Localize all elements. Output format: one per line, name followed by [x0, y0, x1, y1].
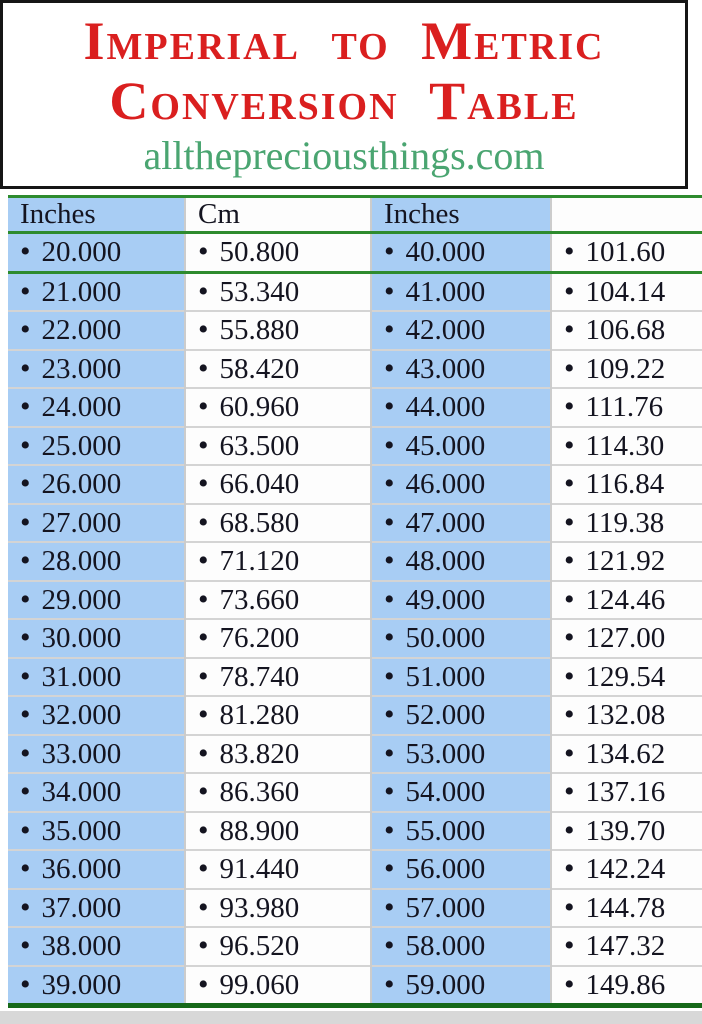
bullet-icon: •	[198, 428, 209, 462]
cell-value: 35.000	[41, 814, 122, 847]
cell-value: 142.24	[585, 853, 666, 886]
inches-left-cell	[8, 696, 185, 735]
cm-left-cell	[185, 427, 371, 466]
bullet-icon: •	[564, 313, 575, 347]
inches-right-cell	[371, 889, 551, 928]
cm-right-cell	[551, 889, 702, 928]
bullet-icon: •	[564, 698, 575, 732]
bullet-icon: •	[20, 467, 31, 501]
bullet-icon: •	[564, 929, 575, 963]
col-header-cm-right	[551, 197, 702, 233]
bullet-icon: •	[384, 274, 395, 308]
cm-right-cell	[551, 658, 702, 697]
inches-right-cell	[371, 272, 551, 311]
bullet-icon: •	[564, 775, 575, 809]
bullet-icon: •	[198, 505, 209, 539]
cm-right-cell	[551, 465, 702, 504]
cm-left-cell	[185, 581, 371, 620]
cell-value: 127.00	[585, 622, 666, 655]
page-title-line-1: Imperial to Metric	[83, 11, 605, 71]
table-header	[8, 197, 702, 233]
inches-right-cell	[371, 542, 551, 581]
table-row	[8, 812, 702, 851]
cell-value: 36.000	[41, 853, 122, 886]
conversion-table-body	[8, 233, 702, 1006]
table-row	[8, 927, 702, 966]
cell-value: 45.000	[405, 429, 486, 462]
bottom-strip	[0, 1011, 702, 1024]
inches-right-cell	[371, 812, 551, 851]
cm-left-cell	[185, 465, 371, 504]
bullet-icon: •	[384, 505, 395, 539]
title-box	[0, 0, 688, 189]
bullet-icon: •	[198, 813, 209, 847]
cm-left-cell	[185, 504, 371, 543]
col-header-cm-left: Cm	[185, 197, 371, 233]
inches-left-cell	[8, 735, 185, 774]
cell-value: 24.000	[41, 391, 122, 424]
cell-value: 27.000	[41, 506, 122, 539]
bullet-icon: •	[384, 775, 395, 809]
cell-value: 40.000	[405, 236, 486, 269]
cell-value: 53.000	[405, 737, 486, 770]
cell-value: 134.62	[585, 737, 666, 770]
bullet-icon: •	[384, 390, 395, 424]
cell-value: 147.32	[585, 930, 666, 963]
inches-left-cell	[8, 388, 185, 427]
table-row	[8, 388, 702, 427]
inches-right-cell	[371, 233, 551, 273]
bullet-icon: •	[198, 313, 209, 347]
cm-right-cell	[551, 233, 702, 273]
cell-value: 60.960	[219, 391, 300, 424]
bullet-icon: •	[564, 967, 575, 1001]
cm-right-cell	[551, 272, 702, 311]
table-row	[8, 504, 702, 543]
inches-left-cell	[8, 658, 185, 697]
table-header-row	[8, 197, 702, 233]
inches-left-cell	[8, 812, 185, 851]
cm-right-cell	[551, 696, 702, 735]
cell-value: 39.000	[41, 968, 122, 1001]
inches-left-cell	[8, 850, 185, 889]
cm-left-cell	[185, 889, 371, 928]
cell-value: 59.000	[405, 968, 486, 1001]
bullet-icon: •	[564, 428, 575, 462]
cell-value: 86.360	[219, 776, 300, 809]
cm-left-cell	[185, 735, 371, 774]
cell-value: 71.120	[219, 545, 300, 578]
cell-value: 51.000	[405, 660, 486, 693]
table-row	[8, 735, 702, 774]
cell-value: 68.580	[219, 506, 300, 539]
bullet-icon: •	[198, 659, 209, 693]
cm-left-cell	[185, 619, 371, 658]
cell-value: 99.060	[219, 968, 300, 1001]
cell-value: 32.000	[41, 699, 122, 732]
cell-value: 119.38	[585, 506, 665, 539]
bullet-icon: •	[198, 274, 209, 308]
inches-right-cell	[371, 927, 551, 966]
inches-left-cell	[8, 581, 185, 620]
bullet-icon: •	[564, 505, 575, 539]
cell-value: 101.60	[585, 236, 666, 269]
cell-value: 50.800	[219, 236, 300, 269]
inches-right-cell	[371, 581, 551, 620]
cell-value: 96.520	[219, 930, 300, 963]
bullet-icon: •	[384, 698, 395, 732]
cell-value: 48.000	[405, 545, 486, 578]
cell-value: 56.000	[405, 853, 486, 886]
bullet-icon: •	[20, 698, 31, 732]
cell-value: 76.200	[219, 622, 300, 655]
inches-right-cell	[371, 427, 551, 466]
cell-value: 47.000	[405, 506, 486, 539]
bullet-icon: •	[20, 544, 31, 578]
table-row	[8, 619, 702, 658]
cell-value: 91.440	[219, 853, 300, 886]
bullet-icon: •	[20, 659, 31, 693]
bullet-icon: •	[384, 736, 395, 770]
cell-value: 34.000	[41, 776, 122, 809]
bullet-icon: •	[20, 852, 31, 886]
cell-value: 149.86	[585, 968, 666, 1001]
bullet-icon: •	[384, 313, 395, 347]
cell-value: 26.000	[41, 468, 122, 501]
cm-left-cell	[185, 696, 371, 735]
bullet-icon: •	[198, 852, 209, 886]
inches-left-cell	[8, 619, 185, 658]
cell-value: 111.76	[585, 391, 664, 424]
bullet-icon: •	[198, 235, 209, 269]
cell-value: 129.54	[585, 660, 666, 693]
bullet-icon: •	[20, 390, 31, 424]
bullet-icon: •	[198, 967, 209, 1001]
inches-left-cell	[8, 966, 185, 1006]
inches-right-cell	[371, 350, 551, 389]
bullet-icon: •	[20, 313, 31, 347]
conversion-table	[8, 195, 702, 1008]
bullet-icon: •	[564, 813, 575, 847]
bullet-icon: •	[564, 621, 575, 655]
cell-value: 63.500	[219, 429, 300, 462]
cell-value: 73.660	[219, 583, 300, 616]
bullet-icon: •	[384, 967, 395, 1001]
inches-right-cell	[371, 773, 551, 812]
cell-value: 23.000	[41, 352, 122, 385]
bullet-icon: •	[564, 467, 575, 501]
cm-right-cell	[551, 850, 702, 889]
cm-right-cell	[551, 427, 702, 466]
bullet-icon: •	[198, 582, 209, 616]
cell-value: 41.000	[405, 275, 486, 308]
cell-value: 106.68	[585, 314, 666, 347]
inches-right-cell	[371, 696, 551, 735]
cell-value: 21.000	[41, 275, 122, 308]
bullet-icon: •	[198, 390, 209, 424]
bullet-icon: •	[20, 582, 31, 616]
cell-value: 31.000	[41, 660, 122, 693]
cell-value: 28.000	[41, 545, 122, 578]
cm-right-cell	[551, 388, 702, 427]
inches-right-cell	[371, 465, 551, 504]
inches-right-cell	[371, 735, 551, 774]
bullet-icon: •	[564, 852, 575, 886]
table-row	[8, 658, 702, 697]
bullet-icon: •	[20, 235, 31, 269]
bullet-icon: •	[564, 890, 575, 924]
cm-right-cell	[551, 504, 702, 543]
inches-right-cell	[371, 388, 551, 427]
cm-right-cell	[551, 542, 702, 581]
cell-value: 104.14	[585, 275, 666, 308]
col-header-inches-right: Inches	[371, 197, 551, 233]
cm-left-cell	[185, 850, 371, 889]
inches-left-cell	[8, 350, 185, 389]
cm-left-cell	[185, 311, 371, 350]
cm-left-cell	[185, 658, 371, 697]
table-row	[8, 696, 702, 735]
bullet-icon: •	[384, 659, 395, 693]
cell-value: 58.000	[405, 930, 486, 963]
bullet-icon: •	[198, 621, 209, 655]
table-row	[8, 233, 702, 273]
inches-left-cell	[8, 311, 185, 350]
bullet-icon: •	[198, 467, 209, 501]
cm-left-cell	[185, 966, 371, 1006]
bullet-icon: •	[20, 929, 31, 963]
bullet-icon: •	[198, 698, 209, 732]
bullet-icon: •	[384, 929, 395, 963]
cell-value: 83.820	[219, 737, 300, 770]
cell-value: 114.30	[585, 429, 665, 462]
cell-value: 29.000	[41, 583, 122, 616]
inches-right-cell	[371, 966, 551, 1006]
cell-value: 57.000	[405, 891, 486, 924]
cell-value: 55.000	[405, 814, 486, 847]
cm-right-cell	[551, 773, 702, 812]
cell-value: 124.46	[585, 583, 666, 616]
website-url: allthepreciousthings.com	[143, 133, 545, 178]
cell-value: 81.280	[219, 699, 300, 732]
cell-value: 30.000	[41, 622, 122, 655]
bullet-icon: •	[198, 775, 209, 809]
cell-value: 121.92	[585, 545, 666, 578]
bullet-icon: •	[20, 505, 31, 539]
cm-right-cell	[551, 966, 702, 1006]
table-row	[8, 350, 702, 389]
cell-value: 132.08	[585, 699, 666, 732]
bullet-icon: •	[564, 274, 575, 308]
cell-value: 22.000	[41, 314, 122, 347]
table-row	[8, 311, 702, 350]
cell-value: 49.000	[405, 583, 486, 616]
bullet-icon: •	[384, 428, 395, 462]
table-row	[8, 581, 702, 620]
cm-right-cell	[551, 927, 702, 966]
bullet-icon: •	[198, 351, 209, 385]
bullet-icon: •	[384, 890, 395, 924]
cell-value: 54.000	[405, 776, 486, 809]
cell-value: 52.000	[405, 699, 486, 732]
cell-value: 42.000	[405, 314, 486, 347]
cell-value: 66.040	[219, 468, 300, 501]
bullet-icon: •	[20, 428, 31, 462]
bullet-icon: •	[20, 621, 31, 655]
bullet-icon: •	[20, 274, 31, 308]
bullet-icon: •	[20, 967, 31, 1001]
cell-value: 33.000	[41, 737, 122, 770]
cell-value: 53.340	[219, 275, 300, 308]
cm-left-cell	[185, 927, 371, 966]
inches-left-cell	[8, 889, 185, 928]
cell-value: 137.16	[585, 776, 666, 809]
cell-value: 78.740	[219, 660, 300, 693]
bullet-icon: •	[198, 929, 209, 963]
bullet-icon: •	[564, 736, 575, 770]
bullet-icon: •	[564, 390, 575, 424]
cell-value: 58.420	[219, 352, 300, 385]
cm-left-cell	[185, 812, 371, 851]
cm-right-cell	[551, 735, 702, 774]
inches-left-cell	[8, 542, 185, 581]
inches-left-cell	[8, 233, 185, 273]
cell-value: 38.000	[41, 930, 122, 963]
bullet-icon: •	[384, 544, 395, 578]
bullet-icon: •	[564, 582, 575, 616]
table-row	[8, 465, 702, 504]
bullet-icon: •	[384, 852, 395, 886]
inches-left-cell	[8, 427, 185, 466]
page-title-line-2: Conversion Table	[109, 71, 579, 131]
table-row	[8, 427, 702, 466]
inches-left-cell	[8, 504, 185, 543]
cell-value: 116.84	[585, 468, 665, 501]
cm-left-cell	[185, 272, 371, 311]
bullet-icon: •	[198, 890, 209, 924]
table-row	[8, 773, 702, 812]
inches-right-cell	[371, 311, 551, 350]
inches-left-cell	[8, 773, 185, 812]
table-row	[8, 850, 702, 889]
bullet-icon: •	[564, 351, 575, 385]
inches-right-cell	[371, 619, 551, 658]
bullet-icon: •	[20, 775, 31, 809]
bullet-icon: •	[20, 890, 31, 924]
table-row	[8, 542, 702, 581]
cm-right-cell	[551, 812, 702, 851]
bullet-icon: •	[198, 736, 209, 770]
bullet-icon: •	[564, 659, 575, 693]
inches-left-cell	[8, 927, 185, 966]
bullet-icon: •	[384, 813, 395, 847]
table-row	[8, 889, 702, 928]
cell-value: 139.70	[585, 814, 666, 847]
cm-left-cell	[185, 542, 371, 581]
table-row	[8, 966, 702, 1006]
cm-left-cell	[185, 388, 371, 427]
cell-value: 20.000	[41, 236, 122, 269]
bullet-icon: •	[20, 813, 31, 847]
bullet-icon: •	[20, 351, 31, 385]
inches-right-cell	[371, 850, 551, 889]
col-header-inches-left: Inches	[8, 197, 185, 233]
cm-left-cell	[185, 350, 371, 389]
inches-left-cell	[8, 272, 185, 311]
cell-value: 93.980	[219, 891, 300, 924]
cell-value: 25.000	[41, 429, 122, 462]
bullet-icon: •	[198, 544, 209, 578]
cell-value: 55.880	[219, 314, 300, 347]
inches-right-cell	[371, 504, 551, 543]
cell-value: 44.000	[405, 391, 486, 424]
inches-left-cell	[8, 465, 185, 504]
cm-right-cell	[551, 619, 702, 658]
bullet-icon: •	[20, 736, 31, 770]
cm-right-cell	[551, 581, 702, 620]
bullet-icon: •	[564, 544, 575, 578]
cell-value: 88.900	[219, 814, 300, 847]
cell-value: 144.78	[585, 891, 666, 924]
cell-value: 109.22	[585, 352, 666, 385]
cell-value: 50.000	[405, 622, 486, 655]
bullet-icon: •	[384, 235, 395, 269]
bullet-icon: •	[384, 582, 395, 616]
cm-right-cell	[551, 311, 702, 350]
bullet-icon: •	[564, 235, 575, 269]
cell-value: 46.000	[405, 468, 486, 501]
cm-left-cell	[185, 773, 371, 812]
bullet-icon: •	[384, 621, 395, 655]
cell-value: 43.000	[405, 352, 486, 385]
cm-left-cell	[185, 233, 371, 273]
inches-right-cell	[371, 658, 551, 697]
cm-right-cell	[551, 350, 702, 389]
bullet-icon: •	[384, 351, 395, 385]
cell-value: 37.000	[41, 891, 122, 924]
bullet-icon: •	[384, 467, 395, 501]
table-row	[8, 272, 702, 311]
